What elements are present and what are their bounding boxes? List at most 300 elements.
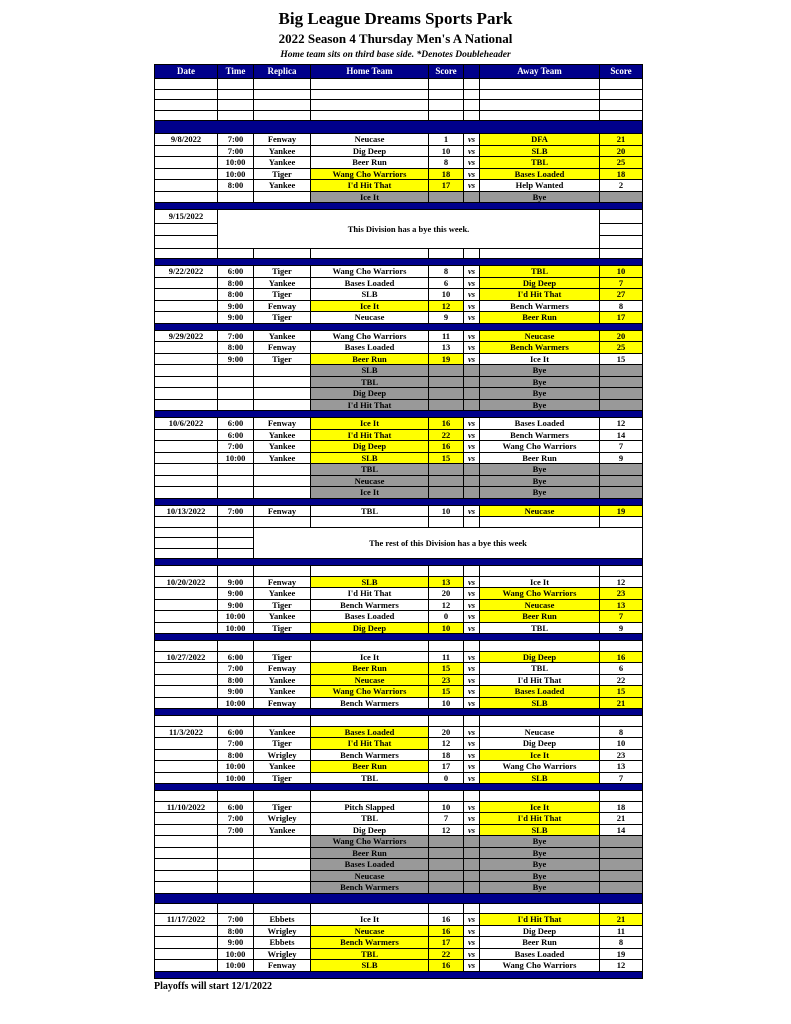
column-header-time-1: Time xyxy=(218,65,254,79)
empty-cell xyxy=(429,248,464,259)
separator-bar xyxy=(155,971,643,978)
time-cell: 7:00 xyxy=(218,145,254,157)
table-row xyxy=(155,674,643,686)
time-cell: 10:00 xyxy=(218,452,254,464)
date-cell xyxy=(155,813,218,825)
table-row xyxy=(155,709,643,716)
home-score-cell: 17 xyxy=(429,937,464,949)
table-row xyxy=(155,203,643,210)
home-team-cell: Ice It xyxy=(311,914,429,926)
vs-cell: vs xyxy=(464,948,480,960)
away-score-cell: 19 xyxy=(600,505,643,517)
time-cell xyxy=(218,836,254,848)
vs-cell: vs xyxy=(464,312,480,324)
vs-cell: vs xyxy=(464,576,480,588)
home-team-cell: TBL xyxy=(311,772,429,784)
date-cell xyxy=(155,663,218,675)
replica-cell: Yankee xyxy=(254,686,311,698)
empty-cell xyxy=(429,110,464,121)
date-cell xyxy=(155,948,218,960)
away-score-cell xyxy=(600,882,643,894)
vs-cell: vs xyxy=(464,761,480,773)
home-score-cell xyxy=(429,870,464,882)
table-row xyxy=(155,248,643,259)
away-score-cell: 17 xyxy=(600,312,643,324)
replica-cell: Yankee xyxy=(254,726,311,738)
away-team-cell: I'd Hit That xyxy=(480,813,600,825)
date-cell: 9/29/2022 xyxy=(155,330,218,342)
time-cell: 7:00 xyxy=(218,505,254,517)
date-cell xyxy=(155,859,218,871)
time-cell xyxy=(218,376,254,388)
home-team-cell: Ice It xyxy=(311,651,429,663)
time-cell: 6:00 xyxy=(218,418,254,430)
away-score-cell: 7 xyxy=(600,441,643,453)
home-team-cell: Neucase xyxy=(311,870,429,882)
empty-cell xyxy=(155,903,218,914)
vs-cell: vs xyxy=(464,180,480,192)
replica-cell: Tiger xyxy=(254,801,311,813)
empty-cell xyxy=(600,79,643,90)
away-score-cell: 12 xyxy=(600,576,643,588)
empty-cell xyxy=(311,100,429,111)
date-cell: 11/10/2022 xyxy=(155,801,218,813)
separator-bar xyxy=(155,121,643,134)
playoffs-note: Playoffs will start 12/1/2022 xyxy=(154,980,273,992)
vs-cell xyxy=(464,365,480,377)
home-score-cell: 8 xyxy=(429,157,464,169)
empty-cell xyxy=(218,903,254,914)
home-team-cell: Bench Warmers xyxy=(311,749,429,761)
away-team-cell: TBL xyxy=(480,266,600,278)
time-cell: 7:00 xyxy=(218,813,254,825)
home-score-cell xyxy=(429,487,464,499)
replica-cell xyxy=(254,836,311,848)
separator-bar xyxy=(155,893,643,903)
table-row xyxy=(155,487,643,499)
table-row xyxy=(155,801,643,813)
table-row xyxy=(155,353,643,365)
empty-cell xyxy=(600,716,643,727)
date-cell: 11/3/2022 xyxy=(155,726,218,738)
table-row xyxy=(155,89,643,100)
table-row xyxy=(155,726,643,738)
away-score-cell xyxy=(600,487,643,499)
home-score-cell: 7 xyxy=(429,813,464,825)
time-cell: 9:00 xyxy=(218,576,254,588)
time-cell: 6:00 xyxy=(218,801,254,813)
home-score-cell: 10 xyxy=(429,289,464,301)
table-row xyxy=(155,498,643,505)
replica-cell: Wrigley xyxy=(254,813,311,825)
home-score-cell: 23 xyxy=(429,674,464,686)
empty-cell xyxy=(155,110,218,121)
away-team-cell: Bases Loaded xyxy=(480,686,600,698)
away-score-cell xyxy=(600,847,643,859)
away-score-cell: 21 xyxy=(600,134,643,146)
date-cell xyxy=(155,475,218,487)
home-team-cell: Neucase xyxy=(311,674,429,686)
table-row xyxy=(155,342,643,354)
away-team-cell: Neucase xyxy=(480,505,600,517)
away-score-cell: 14 xyxy=(600,824,643,836)
score-cell xyxy=(600,210,643,224)
time-cell: 9:00 xyxy=(218,300,254,312)
away-score-cell: 12 xyxy=(600,960,643,972)
empty-cell xyxy=(311,248,429,259)
away-team-cell: Bye xyxy=(480,388,600,400)
date-cell: 9/8/2022 xyxy=(155,134,218,146)
away-team-cell: I'd Hit That xyxy=(480,289,600,301)
table-row xyxy=(155,134,643,146)
home-score-cell: 16 xyxy=(429,960,464,972)
table-row xyxy=(155,588,643,600)
away-team-cell: Neucase xyxy=(480,726,600,738)
home-team-cell: Wang Cho Warriors xyxy=(311,330,429,342)
home-score-cell: 18 xyxy=(429,168,464,180)
date-cell xyxy=(155,611,218,623)
table-row xyxy=(155,464,643,476)
vs-cell: vs xyxy=(464,772,480,784)
away-team-cell: I'd Hit That xyxy=(480,914,600,926)
home-team-cell: I'd Hit That xyxy=(311,399,429,411)
away-team-cell: Wang Cho Warriors xyxy=(480,761,600,773)
table-row xyxy=(155,697,643,709)
vs-cell xyxy=(464,464,480,476)
date-cell xyxy=(155,824,218,836)
home-score-cell: 15 xyxy=(429,663,464,675)
away-score-cell: 8 xyxy=(600,300,643,312)
away-team-cell: Bench Warmers xyxy=(480,342,600,354)
table-row xyxy=(155,312,643,324)
home-team-cell: Bases Loaded xyxy=(311,726,429,738)
table-row xyxy=(155,376,643,388)
away-team-cell: Wang Cho Warriors xyxy=(480,441,600,453)
empty-cell xyxy=(311,641,429,652)
empty-cell xyxy=(218,517,254,528)
away-team-cell: Bye xyxy=(480,487,600,499)
home-team-cell: Wang Cho Warriors xyxy=(311,168,429,180)
score-cell xyxy=(600,236,643,249)
empty-cell xyxy=(155,566,218,577)
table-row xyxy=(155,388,643,400)
empty-cell xyxy=(480,641,600,652)
empty-cell xyxy=(254,903,311,914)
vs-cell: vs xyxy=(464,622,480,634)
vs-cell: vs xyxy=(464,686,480,698)
vs-cell: vs xyxy=(464,611,480,623)
away-team-cell: Beer Run xyxy=(480,452,600,464)
table-row xyxy=(155,110,643,121)
away-team-cell: Beer Run xyxy=(480,611,600,623)
empty-cell xyxy=(429,89,464,100)
date-cell xyxy=(155,870,218,882)
date-cell xyxy=(155,487,218,499)
separator-bar xyxy=(155,784,643,791)
page-note: Home team sits on third base side. *Denotes Doubleheader xyxy=(280,50,511,60)
away-team-cell: Bye xyxy=(480,399,600,411)
home-team-cell: Dig Deep xyxy=(311,388,429,400)
table-row xyxy=(155,686,643,698)
time-cell: 10:00 xyxy=(218,697,254,709)
away-team-cell: Dig Deep xyxy=(480,651,600,663)
replica-cell xyxy=(254,388,311,400)
table-row xyxy=(155,948,643,960)
away-team-cell: Beer Run xyxy=(480,937,600,949)
date-cell xyxy=(155,548,218,559)
vs-cell xyxy=(464,487,480,499)
time-cell: 8:00 xyxy=(218,925,254,937)
empty-cell xyxy=(600,517,643,528)
away-team-cell: Bases Loaded xyxy=(480,168,600,180)
empty-cell xyxy=(429,100,464,111)
home-team-cell: Dig Deep xyxy=(311,145,429,157)
empty-cell xyxy=(464,791,480,802)
replica-cell: Fenway xyxy=(254,697,311,709)
vs-cell: vs xyxy=(464,145,480,157)
empty-cell xyxy=(218,566,254,577)
vs-cell: vs xyxy=(464,937,480,949)
date-cell xyxy=(155,365,218,377)
empty-cell xyxy=(155,248,218,259)
time-cell xyxy=(218,859,254,871)
separator-bar xyxy=(155,498,643,505)
empty-cell xyxy=(254,110,311,121)
home-team-cell: Bases Loaded xyxy=(311,342,429,354)
replica-cell: Fenway xyxy=(254,960,311,972)
table-row xyxy=(155,738,643,750)
empty-cell xyxy=(480,100,600,111)
table-row xyxy=(155,157,643,169)
home-team-cell: Neucase xyxy=(311,925,429,937)
replica-cell: Fenway xyxy=(254,505,311,517)
score-cell xyxy=(600,223,643,236)
home-score-cell: 17 xyxy=(429,761,464,773)
empty-cell xyxy=(600,903,643,914)
empty-cell xyxy=(254,100,311,111)
date-cell: 10/6/2022 xyxy=(155,418,218,430)
date-cell xyxy=(155,925,218,937)
home-team-cell: Beer Run xyxy=(311,847,429,859)
date-cell xyxy=(155,527,218,538)
away-score-cell: 13 xyxy=(600,761,643,773)
away-score-cell: 13 xyxy=(600,599,643,611)
empty-cell xyxy=(155,89,218,100)
away-team-cell: Bye xyxy=(480,475,600,487)
away-score-cell: 22 xyxy=(600,674,643,686)
home-team-cell: SLB xyxy=(311,289,429,301)
table-row xyxy=(155,791,643,802)
replica-cell: Yankee xyxy=(254,761,311,773)
away-score-cell: 27 xyxy=(600,289,643,301)
page-title: Big League Dreams Sports Park xyxy=(278,9,513,28)
away-score-cell: 16 xyxy=(600,651,643,663)
date-cell xyxy=(155,588,218,600)
away-score-cell: 6 xyxy=(600,663,643,675)
empty-cell xyxy=(254,566,311,577)
table-row xyxy=(155,971,643,978)
empty-cell xyxy=(218,641,254,652)
away-team-cell: Bench Warmers xyxy=(480,429,600,441)
vs-cell: vs xyxy=(464,330,480,342)
home-score-cell xyxy=(429,847,464,859)
vs-cell: vs xyxy=(464,289,480,301)
time-cell xyxy=(218,882,254,894)
vs-cell: vs xyxy=(464,651,480,663)
table-row xyxy=(155,180,643,192)
vs-cell xyxy=(464,191,480,203)
table-row xyxy=(155,772,643,784)
table-row xyxy=(155,599,643,611)
away-team-cell: Bench Warmers xyxy=(480,300,600,312)
time-cell xyxy=(218,399,254,411)
date-cell xyxy=(155,157,218,169)
empty-cell xyxy=(600,248,643,259)
vs-cell: vs xyxy=(464,418,480,430)
table-row xyxy=(155,300,643,312)
replica-cell: Ebbets xyxy=(254,937,311,949)
away-team-cell: Neucase xyxy=(480,599,600,611)
away-team-cell: Bye xyxy=(480,376,600,388)
empty-cell xyxy=(218,89,254,100)
empty-cell xyxy=(464,110,480,121)
separator-bar xyxy=(155,259,643,266)
replica-cell: Yankee xyxy=(254,441,311,453)
table-row xyxy=(155,365,643,377)
home-team-cell: TBL xyxy=(311,464,429,476)
empty-cell xyxy=(464,517,480,528)
date-cell xyxy=(155,312,218,324)
time-cell: 6:00 xyxy=(218,266,254,278)
empty-cell xyxy=(429,903,464,914)
empty-cell xyxy=(254,641,311,652)
away-score-cell: 10 xyxy=(600,266,643,278)
time-cell: 8:00 xyxy=(218,180,254,192)
vs-cell: vs xyxy=(464,813,480,825)
home-team-cell: SLB xyxy=(311,365,429,377)
time-cell xyxy=(218,847,254,859)
date-cell xyxy=(155,622,218,634)
vs-cell xyxy=(464,870,480,882)
vs-cell: vs xyxy=(464,353,480,365)
bye-week-message: The rest of this Division has a bye this week xyxy=(254,527,643,559)
date-cell xyxy=(155,697,218,709)
replica-cell: Yankee xyxy=(254,180,311,192)
bye-week-message: This Division has a bye this week. xyxy=(218,210,600,249)
table-row xyxy=(155,559,643,566)
vs-cell: vs xyxy=(464,749,480,761)
table-row xyxy=(155,937,643,949)
away-score-cell: 20 xyxy=(600,145,643,157)
date-cell xyxy=(155,342,218,354)
empty-cell xyxy=(480,89,600,100)
replica-cell: Wrigley xyxy=(254,948,311,960)
date-cell xyxy=(155,464,218,476)
replica-cell: Yankee xyxy=(254,588,311,600)
replica-cell: Yankee xyxy=(254,429,311,441)
home-score-cell xyxy=(429,365,464,377)
replica-cell: Fenway xyxy=(254,342,311,354)
date-cell xyxy=(155,168,218,180)
away-team-cell: SLB xyxy=(480,145,600,157)
vs-cell xyxy=(464,836,480,848)
time-cell: 7:00 xyxy=(218,914,254,926)
vs-cell xyxy=(464,882,480,894)
table-row xyxy=(155,870,643,882)
vs-cell: vs xyxy=(464,429,480,441)
away-score-cell: 25 xyxy=(600,342,643,354)
replica-cell: Tiger xyxy=(254,622,311,634)
vs-cell: vs xyxy=(464,588,480,600)
home-score-cell: 12 xyxy=(429,300,464,312)
vs-cell: vs xyxy=(464,697,480,709)
time-cell: 10:00 xyxy=(218,761,254,773)
replica-cell: Fenway xyxy=(254,576,311,588)
vs-cell xyxy=(464,847,480,859)
home-score-cell xyxy=(429,836,464,848)
table-row xyxy=(155,611,643,623)
replica-cell xyxy=(254,847,311,859)
home-score-cell: 1 xyxy=(429,134,464,146)
away-score-cell: 20 xyxy=(600,330,643,342)
replica-cell xyxy=(254,475,311,487)
date-cell: 10/27/2022 xyxy=(155,651,218,663)
date-cell xyxy=(155,429,218,441)
home-team-cell: I'd Hit That xyxy=(311,738,429,750)
replica-cell: Tiger xyxy=(254,168,311,180)
home-score-cell: 10 xyxy=(429,801,464,813)
column-header-away-team-6: Away Team xyxy=(480,65,600,79)
empty-cell xyxy=(311,791,429,802)
vs-cell xyxy=(464,399,480,411)
table-row xyxy=(155,168,643,180)
table-row xyxy=(155,505,643,517)
empty-cell xyxy=(464,79,480,90)
home-score-cell: 10 xyxy=(429,697,464,709)
vs-cell: vs xyxy=(464,824,480,836)
home-score-cell xyxy=(429,882,464,894)
home-score-cell: 12 xyxy=(429,599,464,611)
date-cell xyxy=(155,399,218,411)
home-score-cell xyxy=(429,475,464,487)
time-cell: 8:00 xyxy=(218,749,254,761)
home-team-cell: TBL xyxy=(311,505,429,517)
away-score-cell: 7 xyxy=(600,611,643,623)
table-row xyxy=(155,859,643,871)
home-score-cell: 15 xyxy=(429,686,464,698)
away-score-cell: 18 xyxy=(600,801,643,813)
time-cell: 6:00 xyxy=(218,726,254,738)
time-cell: 9:00 xyxy=(218,312,254,324)
away-team-cell: Bases Loaded xyxy=(480,418,600,430)
date-cell xyxy=(155,772,218,784)
table-row xyxy=(155,847,643,859)
away-team-cell: Bye xyxy=(480,836,600,848)
empty-cell xyxy=(218,791,254,802)
time-cell: 7:00 xyxy=(218,663,254,675)
separator-bar xyxy=(155,323,643,330)
empty-cell xyxy=(600,566,643,577)
date-cell xyxy=(155,180,218,192)
away-score-cell: 23 xyxy=(600,588,643,600)
table-row xyxy=(155,893,643,903)
empty-cell xyxy=(218,716,254,727)
replica-cell: Tiger xyxy=(254,738,311,750)
table-row xyxy=(155,452,643,464)
away-team-cell: Bye xyxy=(480,847,600,859)
table-row xyxy=(155,903,643,914)
empty-cell xyxy=(480,79,600,90)
